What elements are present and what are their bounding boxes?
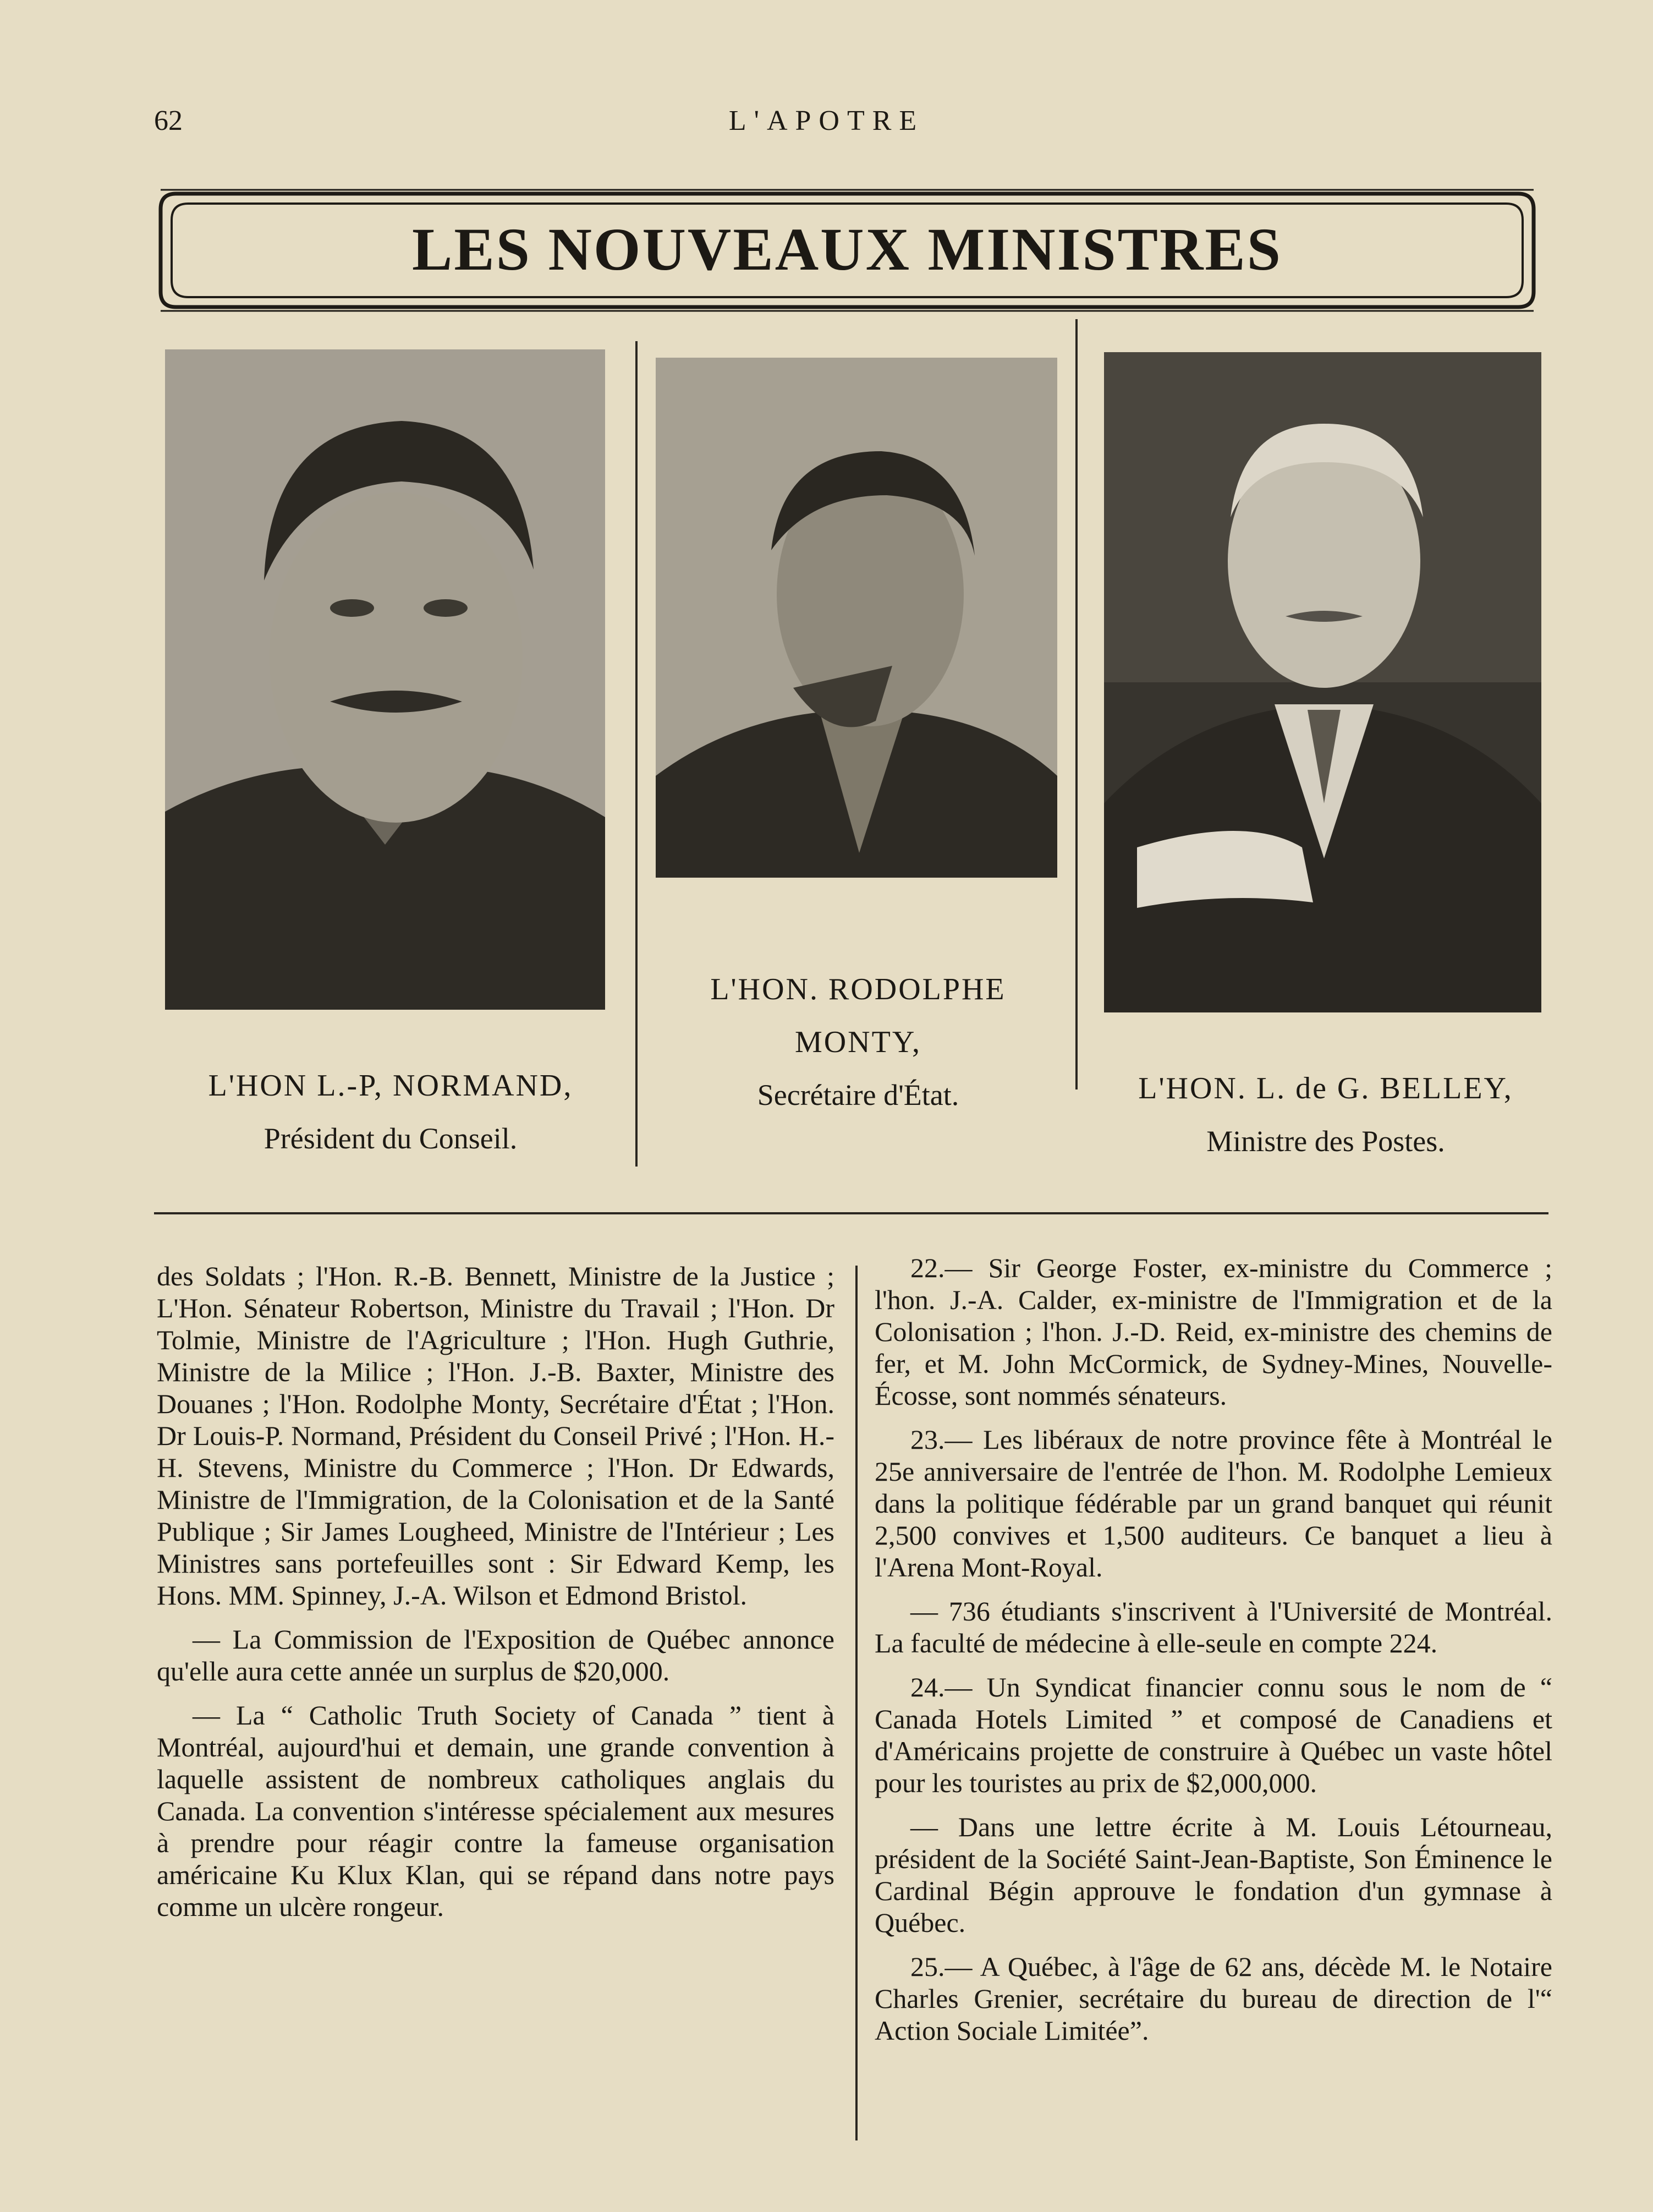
page-number: 62 <box>154 105 183 136</box>
left-paragraph: — La Commission de l'Exposition de Québec annonce qu'elle aura cette année un surplus de $20,000. <box>157 1624 834 1687</box>
portrait-belley <box>1104 352 1541 1012</box>
page-title: LES NOUVEAUX MINISTRES <box>412 216 1282 283</box>
right-paragraph: 24.— Un Syndicat financier connu sous le nom de “ Canada Hotels Limited ” et composé de Canadiens et d'Américains projette de construire à Québec un vaste hôtel pour les touristes au prix de $2,000,000. <box>875 1672 1552 1798</box>
running-title: L'APOTRE <box>728 105 925 136</box>
caption-belley <box>1095 1062 1557 1168</box>
caption-normand-name: L'HON L.-P, NORMAND, <box>208 1069 573 1103</box>
caption-belley-name: L'HON. L. de G. BELLEY, <box>1138 1071 1513 1105</box>
caption-normand-role: Président du Conseil. <box>263 1122 518 1155</box>
right-paragraph: 23.— Les libéraux de notre province fête à Montréal le 25e anniversaire de l'entrée de l'hon. M. Rodolphe Lemieux dans la politique fédérable par un grand banquet qui réunit 2,500 convives et 1,500 auditeurs. Ce banquet a lieu à l'Arena Mont-Royal. <box>875 1424 1552 1583</box>
caption-monty-name-line2: MONTY, <box>794 1025 922 1059</box>
portrait-monty <box>656 358 1057 878</box>
caption-monty-name-line1: L'HON. RODOLPHE <box>710 972 1006 1006</box>
left-paragraph: des Soldats ; l'Hon. R.-B. Bennett, Ministre de la Justice ; L'Hon. Sénateur Robertson, Ministre du Travail ; l'Hon. Dr Tolmie, Ministre de l'Agriculture ; l'Hon. Hugh Guthrie, Ministre de la Milice ; l'Hon. J.-B. Baxter, Ministre des Douanes ; l'Hon. Rodolphe Monty, Secrétaire d'État ; l'Hon. Dr Louis-P. Normand, Président du Conseil Privé ; l'Hon. H.-H. Stevens, Ministre du Commerce ; l'Hon. Dr Edwards, Ministre de l'Immigration, de la Colonisation et de la Santé Publique ; Sir James Lougheed, Ministre de l'Intérieur ; Les Ministres sans portefeuilles sont : Sir Edward Kemp, les Hons. MM. Spinney, J.-A. Wilson et Edmond Bristol. <box>157 1261 834 1611</box>
left-column <box>157 1260 834 1935</box>
portrait-belley-photo <box>1104 352 1541 1012</box>
column-rule-2 <box>1075 319 1078 1089</box>
portrait-normand-photo <box>165 349 605 1010</box>
title-frame <box>154 187 1540 314</box>
caption-belley-role: Ministre des Postes. <box>1206 1125 1445 1158</box>
right-paragraph: 22.— Sir George Foster, ex-ministre du Commerce ; l'hon. J.-A. Calder, ex-ministre de l'Immigration et de la Colonisation ; l'hon. J.-D. Reid, ex-ministre des chemins de fer, et M. John McCormick, de Sydney-Mines, Nouvelle-Écosse, sont nommés sénateurs. <box>875 1252 1552 1411</box>
section-separator <box>154 1212 1548 1214</box>
left-paragraph: — La “ Catholic Truth Society of Canada ” tient à Montréal, aujourd'hui et demain, une grande convention à laquelle assistent de nombreux catholiques anglais du Canada. La convention s'intéresse spécialement aux mesures à prendre pour réagir contre la fameuse organisation américaine Ku Klux Klan, qui se répand dans notre pays comme un ulcère rongeur. <box>157 1700 834 1922</box>
right-paragraph: 25.— A Québec, à l'âge de 62 ans, décède M. le Notaire Charles Grenier, secrétaire du bureau de direction de l'“ Action Sociale Limitée”. <box>875 1951 1552 2046</box>
column-rule-1 <box>635 341 638 1167</box>
portrait-normand <box>165 349 605 1010</box>
caption-normand <box>160 1059 622 1165</box>
caption-monty <box>649 963 1067 1121</box>
right-paragraph: — Dans une lettre écrite à M. Louis Létourneau, président de la Société Saint-Jean-Baptiste, Son Éminence le Cardinal Bégin approuve le fondation d'un gymnase à Québec. <box>875 1811 1552 1938</box>
portrait-monty-photo <box>656 358 1057 878</box>
right-paragraph: — 736 étudiants s'inscrivent à l'Université de Montréal. La faculté de médecine à elle-seule en compte 224. <box>875 1596 1552 1658</box>
body-column-rule <box>855 1266 858 2140</box>
caption-monty-role: Secrétaire d'État. <box>757 1078 959 1112</box>
right-column <box>875 1252 1552 2058</box>
